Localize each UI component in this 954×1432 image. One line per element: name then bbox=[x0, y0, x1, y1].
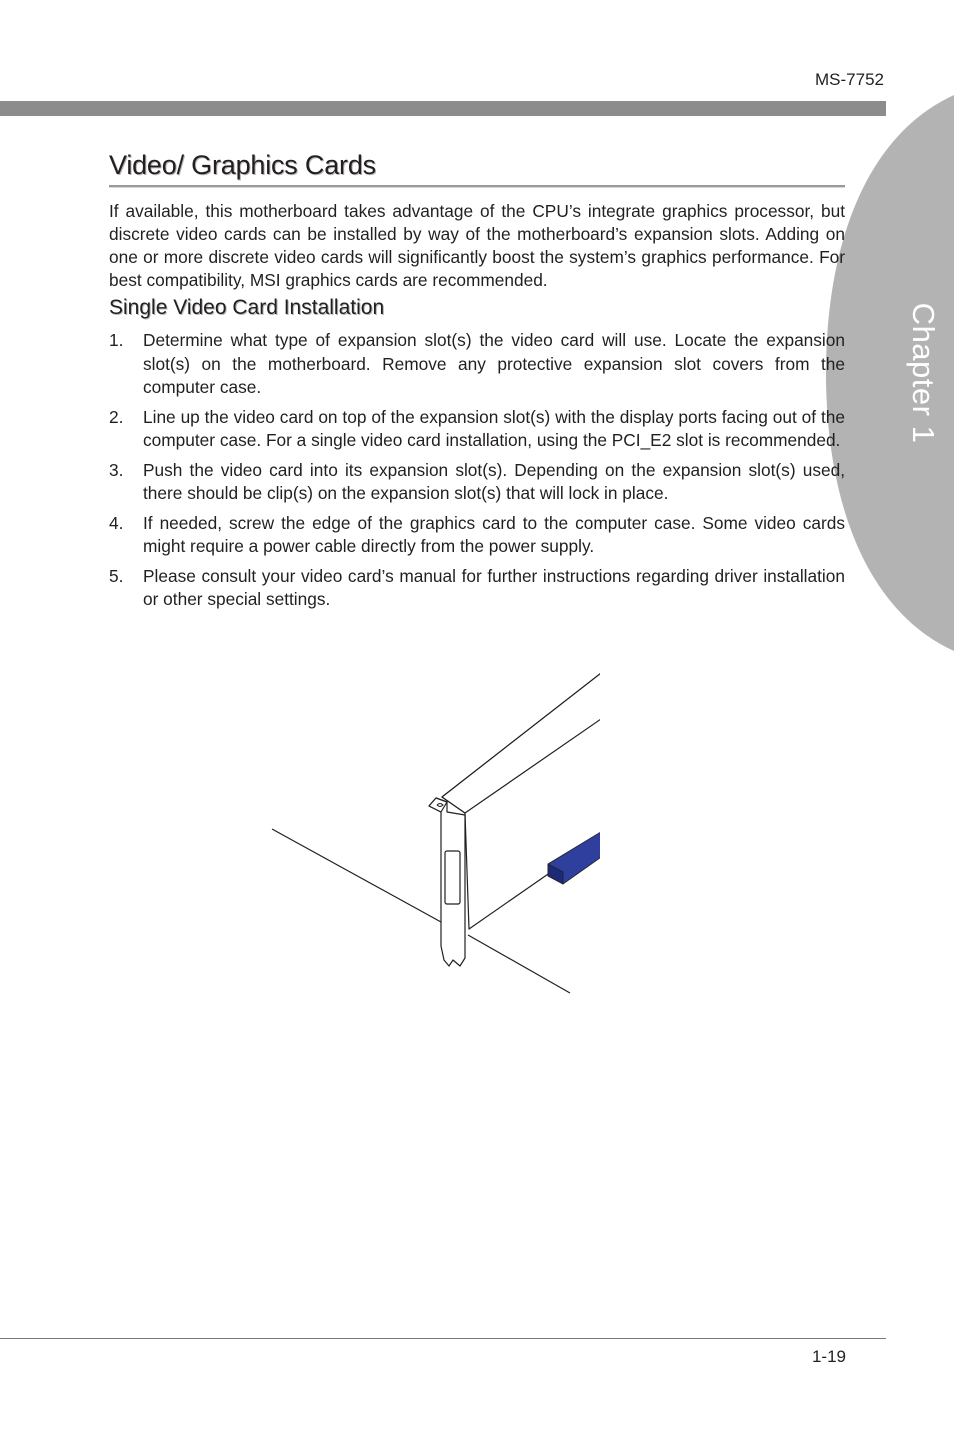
step-number: 4. bbox=[109, 512, 124, 533]
list-item bbox=[109, 565, 845, 612]
step-number: 5. bbox=[109, 565, 124, 586]
chapter-label: Chapter 1 bbox=[906, 302, 941, 444]
list-item bbox=[109, 329, 845, 400]
display-port bbox=[445, 851, 460, 904]
title-divider bbox=[109, 185, 845, 188]
section-title: Video/ Graphics Cards bbox=[109, 150, 376, 180]
list-item bbox=[109, 406, 845, 453]
step-text: Line up the video card on top of the expansion slot(s) with the display ports facing out of the computer case. For a single video card installation, using the PCI_E2 slot is recommended. bbox=[143, 406, 845, 450]
step-text: Determine what type of expansion slot(s) the video card will use. Locate the expansion slot(s) on the motherboard. Remove any protective expansion slot covers from the computer case. bbox=[143, 330, 845, 397]
step-number: 1. bbox=[109, 330, 124, 350]
step-text: Please consult your video card’s manual for further instructions regarding driver installation or other special settings. bbox=[143, 565, 845, 609]
list-item bbox=[109, 459, 845, 506]
intro-paragraph: If available, this motherboard takes advantage of the CPU’s integrate graphics processor, but discrete video cards can be installed by way of the motherboard’s expansion slots. Adding on one or more discrete video cards will significantly boost the system’s graphics performance. For best compatibility, MSI graphics cards are recommended. bbox=[109, 201, 845, 290]
case-edge-line bbox=[272, 829, 441, 922]
step-number: 2. bbox=[109, 406, 124, 427]
step-text: Push the video card into its expansion slot(s). Depending on the expansion slot(s) used, there should be clip(s) on the expansion slot(s) that will lock in place. bbox=[143, 459, 845, 503]
step-number: 3. bbox=[109, 459, 124, 480]
video-card-illustration bbox=[260, 645, 600, 1005]
subsection-title: Single Video Card Installation bbox=[109, 296, 385, 319]
page-number: 1-19 bbox=[811, 1347, 846, 1366]
step-text: If needed, screw the edge of the graphics card to the computer case. Some video cards might require a power cable directly from the power supply. bbox=[143, 512, 845, 556]
installation-steps bbox=[109, 329, 845, 618]
case-edge-line bbox=[468, 935, 570, 993]
model-number: MS-7752 bbox=[815, 70, 884, 89]
header-bar bbox=[0, 101, 886, 116]
footer-divider bbox=[0, 1338, 886, 1339]
list-item bbox=[109, 512, 845, 559]
